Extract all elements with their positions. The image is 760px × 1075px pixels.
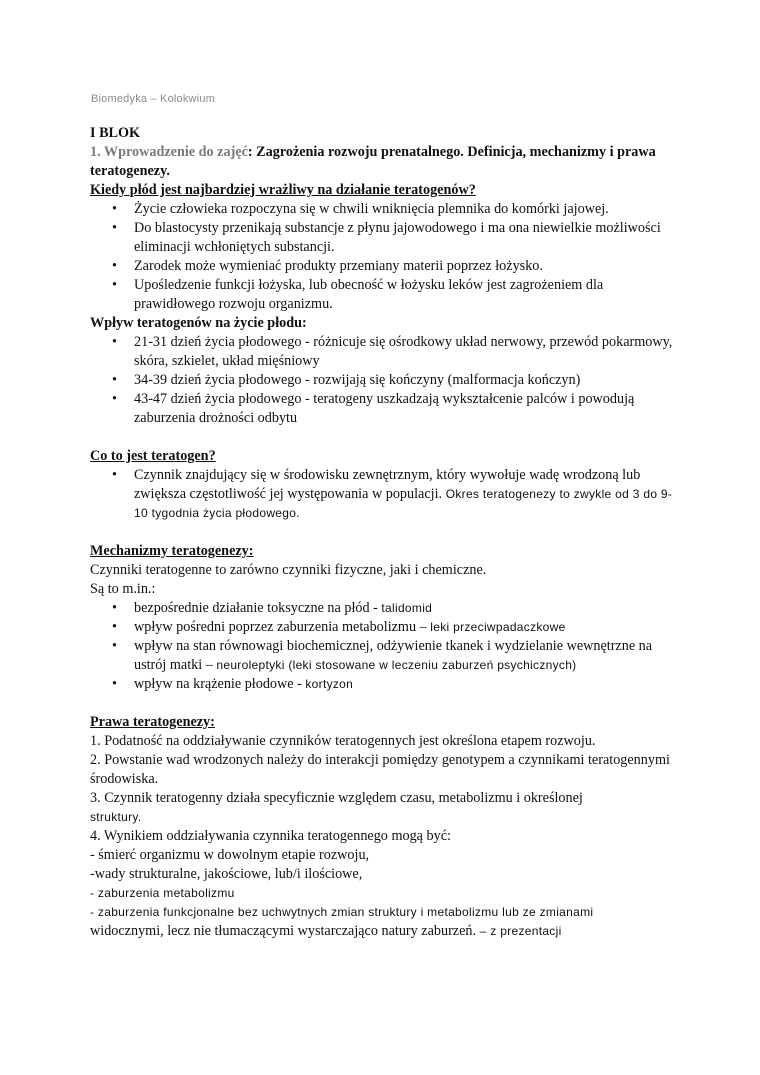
mechanisms-intro: Czynniki teratogenne to zarówno czynniki fizyczne, jaki i chemiczne.: [90, 562, 487, 578]
mechanism-example: talidomid: [381, 601, 433, 615]
mechanism-text: wpływ pośredni poprzez zaburzenia metabolizmu –: [134, 619, 431, 635]
list-item: [90, 466, 680, 523]
teratogen-list: [90, 466, 680, 523]
page-header: Biomedyka – Kolokwium: [91, 93, 216, 105]
section-heading-teratogen: Co to jest teratogen?: [90, 448, 216, 464]
mechanism-example: leki przeciwpadaczkowe: [430, 620, 566, 634]
block-title: I BLOK: [90, 125, 141, 141]
topic-text: : Zagrożenia rozwoju prenatalnego. Definicja, mechanizmy i prawa teratogenezy.: [90, 144, 656, 179]
law-line: struktury.: [90, 810, 142, 824]
vulnerable-list: [90, 200, 680, 314]
law-line: 1. Podatność na oddziaływanie czynników teratogennych jest określona etapem rozwoju.: [90, 733, 596, 749]
section-heading-laws: Prawa teratogenezy:: [90, 714, 215, 730]
list-item: [90, 675, 680, 694]
list-item: • 21-31 dzień życia płodowego - różnicuje się ośrodkowy układ nerwowy, przewód pokarmowy, skóra, szkielet, układ mięśniowy: [90, 333, 680, 371]
teratogen-period: Okres teratogenezy to zwykle od 3 do 9-10 tygodnia życia płodowego.: [134, 487, 673, 520]
section-heading-influence: Wpływ teratogenów na życie płodu:: [90, 315, 307, 331]
law-line: [90, 922, 680, 941]
law-source: – z prezentacji: [476, 924, 562, 938]
list-item: • Zarodek może wymieniać produkty przemiany materii poprzez łożysko.: [90, 257, 680, 276]
mechanism-example: kortyzon: [305, 677, 354, 691]
law-line: -wady strukturalne, jakościowe, lub/i ilościowe,: [90, 866, 363, 882]
topic-number: 1. Wprowadzenie do zajęć: [90, 144, 248, 160]
law-text: widocznymi, lecz nie tłumaczącymi wystarczająco natury zaburzeń.: [90, 923, 477, 939]
mechanism-text: wpływ na stan równowagi biochemicznej, odżywienie tkanek i wydzielanie wewnętrzne na ustrój matki –: [134, 638, 653, 673]
topic-title: [90, 143, 680, 181]
law-line: - zaburzenia funkcjonalne bez uchwytnych zmian struktury i metabolizmu lub ze zmianami: [90, 905, 594, 919]
list-item: [90, 637, 680, 675]
law-line: 2. Powstanie wad wrodzonych należy do interakcji pomiędzy genotypem a czynnikami teratogennymi środowiska.: [90, 752, 670, 787]
mechanism-example: neuroleptyki (leki stosowane w leczeniu zaburzeń psychicznych): [216, 658, 577, 672]
law-line: 3. Czynnik teratogenny działa specyficznie względem czasu, metabolizmu i określonej: [90, 790, 583, 806]
influence-list: [90, 333, 680, 428]
list-item: [90, 618, 680, 637]
list-item: • 34-39 dzień życia płodowego - rozwijają się kończyny (malformacja kończyn): [90, 371, 680, 390]
section-heading-vulnerable: Kiedy płód jest najbardziej wrażliwy na działanie teratogenów?: [90, 182, 476, 198]
list-item: • Upośledzenie funkcji łożyska, lub obecność w łożysku leków jest zagrożeniem dla prawidłowego rozwoju organizmu.: [90, 276, 680, 314]
mechanisms-intro-2: Są to m.in.:: [90, 581, 156, 597]
mechanism-text: bezpośrednie działanie toksyczne na płód -: [134, 600, 382, 616]
list-item: • 43-47 dzień życia płodowego - teratogeny uszkadzają wykształcenie palców i powodują zaburzenia drożności odbytu: [90, 390, 680, 428]
teratogen-definition: Czynnik znajdujący się w środowisku zewnętrznym, który wywołuje wadę wrodzoną lub zwiększa częstotliwość jej występowania w populacji.: [134, 467, 641, 502]
mechanism-text: wpływ na krążenie płodowe -: [134, 676, 306, 692]
law-line: - zaburzenia metabolizmu: [90, 886, 235, 900]
document-content: [90, 124, 680, 941]
list-item: • Życie człowieka rozpoczyna się w chwili wniknięcia plemnika do komórki jajowej.: [90, 200, 680, 219]
mechanisms-list: [90, 599, 680, 694]
list-item: [90, 599, 680, 618]
law-line: 4. Wynikiem oddziaływania czynnika teratogennego mogą być:: [90, 828, 451, 844]
section-heading-mechanisms: Mechanizmy teratogenezy:: [90, 543, 254, 559]
law-line: - śmierć organizmu w dowolnym etapie rozwoju,: [90, 847, 370, 863]
list-item: • Do blastocysty przenikają substancje z płynu jajowodowego i ma ona niewielkie możliwości eliminacji wchłoniętych substancji.: [90, 219, 680, 257]
